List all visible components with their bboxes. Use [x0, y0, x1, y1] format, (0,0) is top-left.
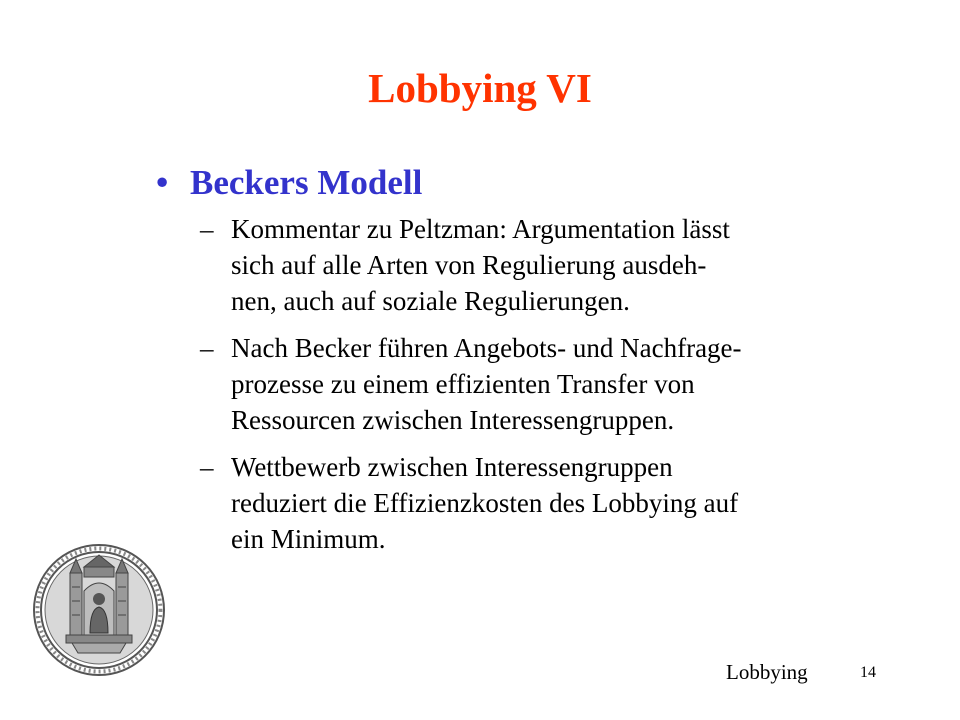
sub-point-line: Kommentar zu Peltzman: Argumentation lässt — [231, 214, 730, 244]
bullet-text: Beckers Modell — [190, 163, 423, 202]
sub-point-line: Wettbewerb zwischen Interessengruppen — [231, 452, 673, 482]
sub-point-list — [200, 211, 850, 568]
sub-point-2 — [200, 330, 850, 438]
page-number: 14 — [860, 664, 876, 681]
slide-title: Lobbying VI — [368, 65, 592, 111]
sub-point-line: nen, auch auf soziale Regulierungen. — [231, 286, 630, 316]
bullet-heading — [156, 162, 422, 204]
dash-marker: – — [200, 333, 214, 363]
dash-marker: – — [200, 452, 214, 482]
sub-point-line: prozesse zu einem effizienten Transfer von — [231, 369, 695, 399]
sub-point-line: sich auf alle Arten von Regulierung ausdeh- — [231, 250, 707, 280]
sub-point-line: Nach Becker führen Angebots- und Nachfrage- — [231, 333, 742, 363]
sub-point-1 — [200, 211, 850, 319]
sub-point-line: Ressourcen zwischen Interessengruppen. — [231, 405, 675, 435]
sub-point-line: reduziert die Effizienzkosten des Lobbying auf — [231, 488, 739, 518]
dash-marker: – — [200, 214, 214, 244]
sub-point-3 — [200, 449, 850, 557]
bullet-symbol: • — [156, 163, 169, 202]
university-seal-icon — [32, 543, 166, 677]
sub-point-line: ein Minimum. — [231, 524, 386, 554]
footer-label: Lobbying — [726, 660, 808, 684]
